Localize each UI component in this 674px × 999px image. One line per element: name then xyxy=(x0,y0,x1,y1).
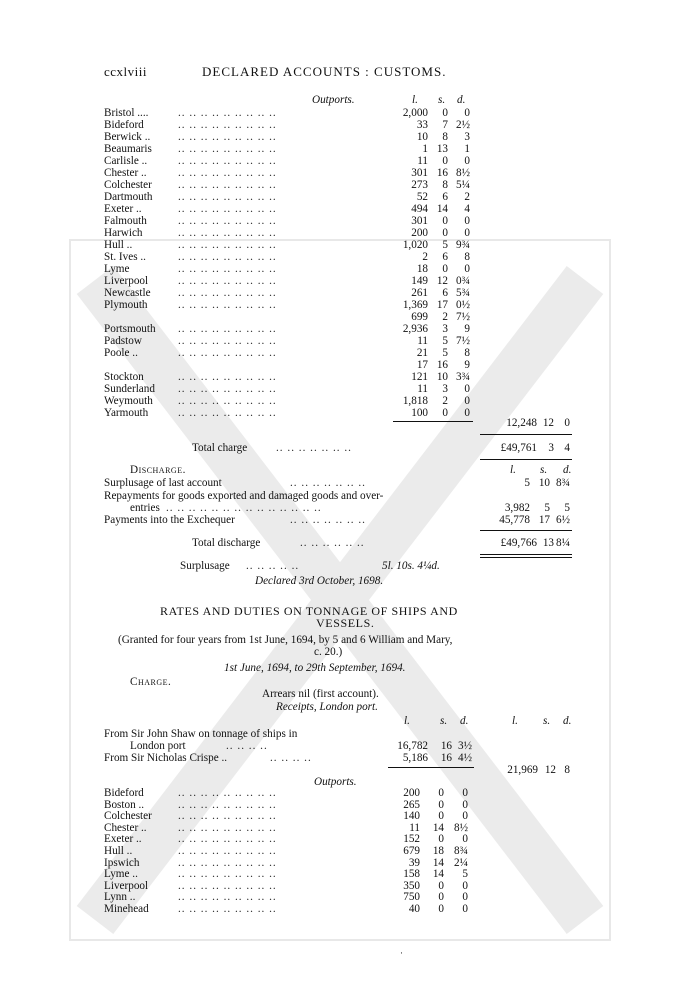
port-name: Weymouth xyxy=(104,395,153,407)
amount-l: 40 xyxy=(408,903,420,915)
leader: .. .. .. .. .. .. .. .. .. xyxy=(178,143,277,155)
leader: .. .. .. .. .. .. .. xyxy=(290,477,366,489)
leader: .. .. .. .. .. .. .. .. .. xyxy=(178,395,277,407)
total-discharge-label: Total discharge xyxy=(192,537,261,549)
declared-date: Declared 3rd October, 1698. xyxy=(255,575,384,587)
amount-l: 1,020 xyxy=(402,239,428,251)
page-mark: · xyxy=(400,948,403,958)
repayments-label-line1: Repayments for goods exported and damaged goods and over- xyxy=(104,490,384,502)
london-total-d: 8 xyxy=(564,764,570,776)
leader: .. .. .. .. .. .. .. .. .. xyxy=(178,383,277,395)
port-name: Lynn .. xyxy=(104,891,136,904)
receipts-col-d2: d. xyxy=(563,715,572,727)
amount-l: 100 xyxy=(411,407,428,419)
amount-s: 10 xyxy=(436,371,448,383)
london-rule xyxy=(388,767,474,768)
amount-l: 17 xyxy=(416,359,428,371)
amount-l: 494 xyxy=(411,203,428,215)
leader: .. .. .. .. .. .. .. .. .. xyxy=(178,275,277,287)
amount-s: 6 xyxy=(442,251,448,263)
leader: .. .. .. .. .. .. xyxy=(300,537,365,549)
surplusage-last-d: 8¾ xyxy=(556,477,570,489)
amount-s: 14 xyxy=(432,868,444,881)
amount-d: 2¼ xyxy=(454,856,468,869)
subtotal-l: 12,248 xyxy=(506,417,537,429)
amount-s: 7 xyxy=(442,119,448,131)
leader: .. .. .. .. .. .. .. .. .. xyxy=(178,179,277,191)
amount-d: 0 xyxy=(464,395,470,407)
port-name: Plymouth xyxy=(104,299,148,311)
london-total-s: 12 xyxy=(544,764,556,776)
amount-l: 750 xyxy=(403,891,420,904)
subtotal-d: 0 xyxy=(564,417,570,429)
leader: .. .. .. .. .. .. .. .. .. xyxy=(178,263,277,275)
amount-l: 33 xyxy=(416,119,428,131)
port-name: Colchester xyxy=(104,810,152,823)
amount-d: 0½ xyxy=(456,299,470,311)
amount-l: 158 xyxy=(403,868,420,881)
leader: .. .. .. .. .. .. .. .. .. xyxy=(178,868,277,881)
amount-d: 0 xyxy=(464,155,470,167)
crispe-d: 4½ xyxy=(458,752,472,764)
port-name: Berwick .. xyxy=(104,131,151,143)
amount-l: 121 xyxy=(411,371,428,383)
port-name: Liverpool xyxy=(104,879,149,892)
amount-d: 0 xyxy=(464,107,470,119)
amount-s: 14 xyxy=(432,821,444,834)
amount-d: 0 xyxy=(462,903,468,915)
leader: .. .. .. .. .. .. .. .. .. xyxy=(178,833,277,846)
port-name: Chester .. xyxy=(104,167,147,179)
amount-s: 0 xyxy=(442,155,448,167)
crispe-s: 16 xyxy=(440,752,452,764)
amount-d: 3 xyxy=(464,131,470,143)
shaw-l: 16,782 xyxy=(397,740,428,752)
port-name: Chester .. xyxy=(104,821,147,834)
amount-d: 9¾ xyxy=(456,239,470,251)
rates-title-line2: VESSELS. xyxy=(316,616,375,630)
crispe-label: From Sir Nicholas Crispe .. xyxy=(104,752,228,764)
charge-rule xyxy=(480,434,572,435)
amount-d: 8 xyxy=(464,251,470,263)
leader: .. .. .. .. .. .. .. .. .. xyxy=(178,203,277,215)
amount-d: 0 xyxy=(464,227,470,239)
amount-d: 4 xyxy=(464,203,470,215)
amount-l: 200 xyxy=(411,227,428,239)
page-number: ccxlviii xyxy=(104,64,147,79)
surplusage-last-label: Surplusage of last account xyxy=(104,477,222,489)
discharge-double-rule xyxy=(480,554,572,555)
port-name: Bristol .... xyxy=(104,107,149,119)
receipts-col-l2: l. xyxy=(512,715,518,727)
leader: .. .. .. .. xyxy=(270,752,312,764)
amount-l: 52 xyxy=(416,191,428,203)
amount-l: 39 xyxy=(408,856,420,869)
port-name: Sunderland xyxy=(104,383,155,395)
total-discharge-d: 8¼ xyxy=(556,537,570,549)
payments-label: Payments into the Exchequer xyxy=(104,514,235,526)
amount-d: 7½ xyxy=(456,311,470,323)
port-name: Yarmouth xyxy=(104,407,149,419)
leader: .. .. .. .. .. .. .. .. .. xyxy=(178,215,277,227)
receipts-col-l: l. xyxy=(404,715,410,727)
amount-s: 5 xyxy=(442,335,448,347)
receipts-col-s: s. xyxy=(440,715,448,727)
payments-s: 17 xyxy=(538,514,550,526)
amount-l: 2 xyxy=(422,251,428,263)
leader: .. .. .. .. .. .. .. .. .. xyxy=(178,845,277,857)
port-name: Portsmouth xyxy=(104,323,156,335)
total-charge-label: Total charge xyxy=(192,442,248,454)
leader: .. .. .. .. .. .. .. .. .. xyxy=(178,821,277,834)
leader: .. .. .. .. .. .. .. .. .. xyxy=(178,787,277,799)
amount-s: 18 xyxy=(432,845,444,857)
port-name: Harwich xyxy=(104,227,143,239)
surplusage-last-l: 5 xyxy=(524,477,530,489)
port-name: Minehead xyxy=(104,903,149,915)
amount-d: 0 xyxy=(462,891,468,904)
amount-d: 0 xyxy=(464,263,470,275)
port-name: Exeter .. xyxy=(104,203,142,215)
amount-s: 0 xyxy=(442,263,448,275)
amount-s: 2 xyxy=(442,311,448,323)
amount-s: 0 xyxy=(442,227,448,239)
amount-d: 0 xyxy=(464,407,470,419)
granted-line1: (Granted for four years from 1st June, 1694, by 5 and 6 William and Mary, xyxy=(118,634,453,646)
port-name: Beaumaris xyxy=(104,143,152,155)
receipts-col-s2: s. xyxy=(543,715,551,727)
charge-heading: Charge. xyxy=(130,676,172,688)
amount-d: 7½ xyxy=(456,335,470,347)
leader: .. .. .. .. .. .. .. .. .. xyxy=(178,323,277,335)
col-s-header: s. xyxy=(438,94,446,106)
leader: .. .. .. .. .. .. .. .. .. xyxy=(178,239,277,251)
leader: .. .. .. .. .. .. .. .. .. xyxy=(178,119,277,131)
total-discharge-l: £49,766 xyxy=(500,537,537,549)
amount-s: 12 xyxy=(436,275,448,287)
leader: .. .. .. .. .. .. .. .. .. xyxy=(178,155,277,167)
amount-l: 18 xyxy=(416,263,428,275)
amount-s: 0 xyxy=(442,215,448,227)
amount-l: 273 xyxy=(411,179,428,191)
amount-s: 13 xyxy=(436,143,448,155)
repayments-l: 3,982 xyxy=(504,502,530,514)
repayments-d: 5 xyxy=(564,502,570,514)
page-title: DECLARED ACCOUNTS : CUSTOMS. xyxy=(202,64,447,79)
london-total-l: 21,969 xyxy=(507,764,538,776)
amount-l: 1 xyxy=(422,143,428,155)
amount-l: 10 xyxy=(416,131,428,143)
total-charge-s: 3 xyxy=(548,442,554,454)
amount-d: 3¾ xyxy=(456,371,470,383)
amount-l: 11 xyxy=(417,383,428,395)
leader: .. .. .. .. .. .. .. .. .. xyxy=(178,347,277,359)
port-name: Lyme .. xyxy=(104,868,138,881)
port-name: St. Ives .. xyxy=(104,251,146,263)
leader: .. .. .. .. .. .. .. xyxy=(276,442,352,454)
port-name: Hull .. xyxy=(104,845,133,857)
port-name: Bideford xyxy=(104,119,144,131)
port-name: Falmouth xyxy=(104,215,147,227)
amount-d: 8¾ xyxy=(454,845,468,857)
leader: .. .. .. .. .. .. .. .. .. xyxy=(178,191,277,203)
amount-d: 0 xyxy=(462,879,468,892)
granted-line2: c. 20.) xyxy=(314,646,343,658)
leader: .. .. .. .. .. .. .. .. .. xyxy=(178,856,277,869)
amount-s: 17 xyxy=(436,299,448,311)
amount-l: 200 xyxy=(403,787,420,799)
amount-d: 0 xyxy=(462,810,468,823)
leader: .. .. .. .. .. .. .. .. .. xyxy=(178,167,277,179)
crispe-l: 5,186 xyxy=(402,752,428,764)
amount-d: 8½ xyxy=(454,821,468,834)
leader: .. .. .. .. .. .. .. .. .. xyxy=(178,335,277,347)
repayments-label-line2: entries xyxy=(130,502,160,514)
amount-d: 2 xyxy=(464,191,470,203)
leader: .. .. .. .. xyxy=(226,740,268,752)
amount-l: 699 xyxy=(411,311,428,323)
subtotal-s: 12 xyxy=(542,417,554,429)
payments-l: 45,778 xyxy=(499,514,530,526)
port-name: Lyme xyxy=(104,263,130,275)
leader: .. .. .. .. .. .. .. .. .. xyxy=(178,251,277,263)
arrears: Arrears nil (first account). xyxy=(262,688,379,700)
port-name: Boston .. xyxy=(104,798,145,811)
port-name: Ipswich xyxy=(104,856,140,869)
repayments-s: 5 xyxy=(544,502,550,514)
col-l-header: l. xyxy=(412,94,418,106)
charge-double-rule xyxy=(480,459,572,460)
shaw-line1: From Sir John Shaw on tonnage of ships in xyxy=(104,728,298,740)
port-name: Hull .. xyxy=(104,239,133,251)
amount-l: 152 xyxy=(403,833,420,846)
leader: .. .. .. .. .. .. .. .. .. xyxy=(178,299,277,311)
amount-l: 679 xyxy=(403,845,420,857)
leader: .. .. .. .. .. .. .. .. .. .. .. .. .. .. xyxy=(166,502,322,514)
amount-l: 2,000 xyxy=(402,107,428,119)
amount-s: 8 xyxy=(442,131,448,143)
amount-d: 5¾ xyxy=(456,287,470,299)
amount-s: 0 xyxy=(438,787,444,799)
amount-s: 0 xyxy=(442,407,448,419)
amount-l: 301 xyxy=(411,167,428,179)
amount-s: 0 xyxy=(438,879,444,892)
period: 1st June, 1694, to 29th September, 1694. xyxy=(224,662,406,674)
amount-l: 11 xyxy=(417,335,428,347)
amount-s: 0 xyxy=(438,891,444,904)
amount-s: 0 xyxy=(438,810,444,823)
amount-d: 5 xyxy=(462,868,468,881)
leader: .. .. .. .. .. .. .. .. .. xyxy=(178,879,277,892)
amount-s: 14 xyxy=(432,856,444,869)
total-charge-l: £49,761 xyxy=(500,442,537,454)
subtotal-rule xyxy=(393,421,473,422)
leader: .. .. .. .. .. .. .. .. .. xyxy=(178,903,277,915)
surplusage-last-s: 10 xyxy=(538,477,550,489)
amount-s: 0 xyxy=(438,833,444,846)
payments-d: 6½ xyxy=(556,514,570,526)
port-name: Carlisle .. xyxy=(104,155,148,167)
amount-d: 8½ xyxy=(456,167,470,179)
amount-s: 16 xyxy=(436,359,448,371)
amount-s: 5 xyxy=(442,239,448,251)
leader: .. .. .. .. .. .. .. .. .. xyxy=(178,810,277,823)
amount-s: 6 xyxy=(442,191,448,203)
amount-d: 5¼ xyxy=(456,179,470,191)
discharge-heading: Discharge. xyxy=(130,464,186,476)
port-name: Stockton xyxy=(104,371,144,383)
col-d-header: d. xyxy=(457,94,466,106)
amount-d: 2½ xyxy=(456,119,470,131)
port-name: Dartmouth xyxy=(104,191,153,203)
discharge-col-d: d. xyxy=(563,464,572,476)
amount-d: 9 xyxy=(464,323,470,335)
amount-d: 9 xyxy=(464,359,470,371)
leader: .. .. .. .. .. xyxy=(246,560,300,572)
amount-d: 8 xyxy=(464,347,470,359)
amount-s: 0 xyxy=(438,903,444,915)
amount-s: 2 xyxy=(442,395,448,407)
leader: .. .. .. .. .. .. .. .. .. xyxy=(178,287,277,299)
leader: .. .. .. .. .. .. .. .. .. xyxy=(178,371,277,383)
surplusage-final-label: Surplusage xyxy=(180,560,230,572)
port-name: Liverpool xyxy=(104,275,149,287)
port-name: Bideford xyxy=(104,787,144,799)
leader: .. .. .. .. .. .. .. .. .. xyxy=(178,227,277,239)
surplusage-final-value: 5l. 10s. 4¼d. xyxy=(382,560,440,572)
discharge-rule xyxy=(480,530,572,531)
outports-heading: Outports. xyxy=(312,94,355,106)
port-name: Padstow xyxy=(104,335,142,347)
amount-l: 1,369 xyxy=(402,299,428,311)
amount-s: 14 xyxy=(436,203,448,215)
leader: .. .. .. .. .. .. .. .. .. xyxy=(178,891,277,904)
port-name: Poole .. xyxy=(104,347,138,359)
amount-d: 0 xyxy=(462,833,468,846)
total-charge-d: 4 xyxy=(564,442,570,454)
amount-l: 21 xyxy=(416,347,428,359)
amount-d: 0¾ xyxy=(456,275,470,287)
shaw-d: 3½ xyxy=(458,740,472,752)
amount-d: 0 xyxy=(464,215,470,227)
receipts-col-d: d. xyxy=(460,715,469,727)
shaw-line2: London port xyxy=(130,740,186,752)
receipts-heading: Receipts, London port. xyxy=(276,701,378,713)
amount-s: 3 xyxy=(442,323,448,335)
amount-l: 11 xyxy=(409,821,420,834)
amount-l: 350 xyxy=(403,879,420,892)
leader: .. .. .. .. .. .. .. .. .. xyxy=(178,107,277,119)
leader: .. .. .. .. .. .. .. .. .. xyxy=(178,131,277,143)
amount-d: 0 xyxy=(462,798,468,811)
discharge-col-s: s. xyxy=(540,464,548,476)
amount-s: 0 xyxy=(438,798,444,811)
discharge-double-rule-2 xyxy=(480,557,572,558)
amount-l: 1,818 xyxy=(402,395,428,407)
amount-s: 6 xyxy=(442,287,448,299)
total-discharge-s: 13 xyxy=(542,537,554,549)
leader: .. .. .. .. .. .. .. .. .. xyxy=(178,798,277,811)
amount-l: 140 xyxy=(403,810,420,823)
amount-s: 3 xyxy=(442,383,448,395)
amount-l: 11 xyxy=(417,155,428,167)
outports2-heading: Outports. xyxy=(314,776,357,788)
amount-s: 8 xyxy=(442,179,448,191)
discharge-col-l: l. xyxy=(510,464,516,476)
amount-l: 149 xyxy=(411,275,428,287)
amount-d: 0 xyxy=(462,787,468,799)
port-name: Colchester xyxy=(104,179,152,191)
amount-s: 0 xyxy=(442,107,448,119)
shaw-s: 16 xyxy=(440,740,452,752)
amount-d: 1 xyxy=(464,143,470,155)
leader: .. .. .. .. .. .. .. .. .. xyxy=(178,407,277,419)
amount-d: 0 xyxy=(464,383,470,395)
port-name: Newcastle xyxy=(104,287,151,299)
amount-l: 301 xyxy=(411,215,428,227)
amount-s: 16 xyxy=(436,167,448,179)
rates-title-line1: RATES AND DUTIES ON TONNAGE OF SHIPS AND xyxy=(160,604,458,618)
port-name: Exeter .. xyxy=(104,833,142,846)
amount-l: 265 xyxy=(403,798,420,811)
amount-s: 5 xyxy=(442,347,448,359)
leader: .. .. .. .. .. .. .. xyxy=(290,514,366,526)
amount-l: 2,936 xyxy=(402,323,428,335)
amount-l: 261 xyxy=(411,287,428,299)
